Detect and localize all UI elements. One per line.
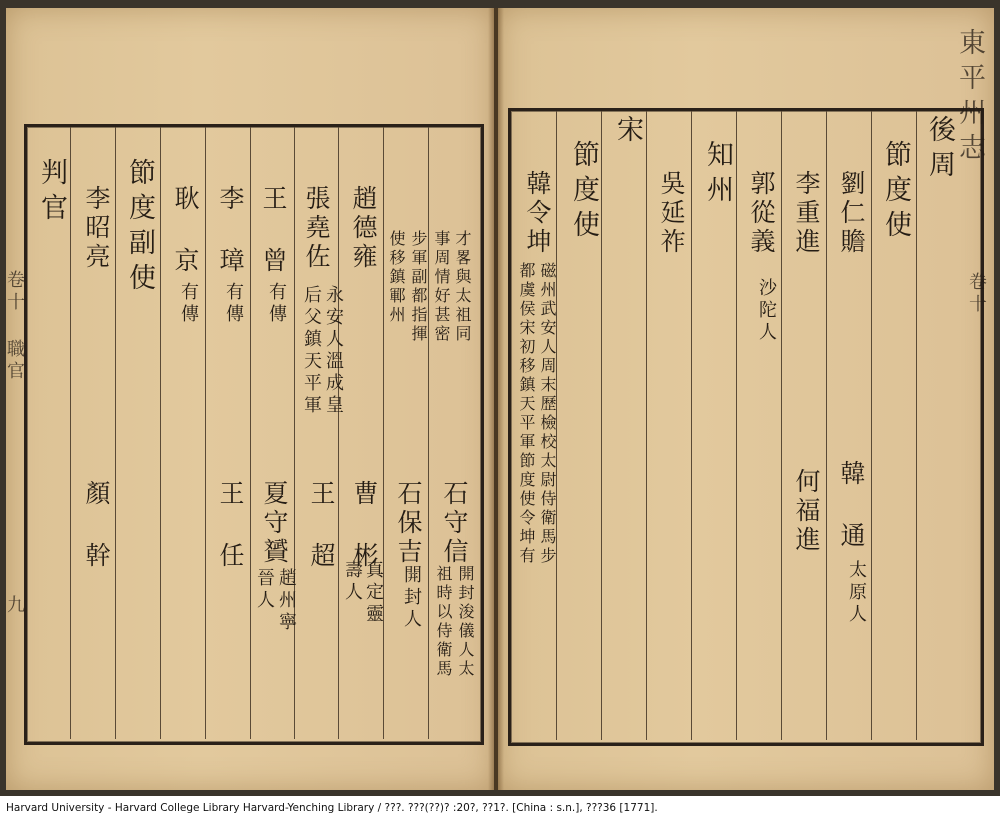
office-title: 節度使 bbox=[880, 140, 911, 245]
book-title: 東平州志 bbox=[954, 28, 985, 168]
column-rule bbox=[826, 111, 827, 740]
book-gutter bbox=[488, 8, 504, 790]
column-rule bbox=[205, 127, 206, 739]
column-rule bbox=[338, 127, 339, 739]
page-number: 九 bbox=[4, 595, 25, 617]
official-name: 吳延祚 bbox=[657, 170, 686, 257]
official-name: 李重進 bbox=[792, 170, 821, 257]
official-note: 壽人 bbox=[342, 560, 363, 604]
official-note: 有傳 bbox=[266, 282, 287, 326]
official-note: 趙州寧 bbox=[276, 568, 297, 634]
official-note: 后父鎮天平軍 bbox=[301, 285, 322, 417]
official-name: 李昭亮 bbox=[82, 185, 111, 272]
office-title: 判官 bbox=[36, 158, 67, 228]
official-name: 韓令坤 bbox=[523, 170, 552, 257]
column-rule bbox=[691, 111, 692, 740]
official-note: 祖時以侍衛馬 bbox=[434, 565, 453, 679]
official-note: 沙陀人 bbox=[756, 278, 777, 344]
official-note: 永安人溫成皇 bbox=[323, 285, 344, 417]
official-name: 王 曾 bbox=[259, 185, 288, 276]
image-caption: Harvard University - Harvard College Library Harvard-Yenching Library / ???. ???(??)? :20?, ??1?. [China : s.n.], ???36 [1771]. bbox=[0, 796, 1000, 821]
page-margin-label: 卷十 職官 bbox=[4, 270, 25, 383]
official-name: 石守信 bbox=[440, 480, 469, 567]
official-name: 韓 通 bbox=[837, 460, 866, 551]
official-note: 開封浚儀人太 bbox=[456, 565, 475, 679]
column-rule bbox=[781, 111, 782, 740]
official-note: 有傳 bbox=[178, 282, 199, 326]
annotation-line: 事周情好甚密 bbox=[432, 230, 451, 344]
column-rule bbox=[428, 127, 429, 739]
dynasty-heading: 後周 bbox=[924, 115, 955, 185]
official-note: 有傳 bbox=[223, 282, 244, 326]
official-name: 顏 幹 bbox=[82, 480, 111, 571]
official-name: 劉仁贍 bbox=[837, 170, 866, 257]
annotation-line: 步軍副都指揮 bbox=[409, 230, 428, 344]
office-title: 節度使 bbox=[568, 140, 599, 245]
official-name: 張堯佐 bbox=[302, 185, 331, 272]
official-name: 王 超 bbox=[307, 480, 336, 571]
official-name: 何福進 bbox=[792, 468, 821, 555]
annotation-line: 使移鎮鄆州 bbox=[387, 230, 406, 325]
column-rule bbox=[871, 111, 872, 740]
official-name: 李 璋 bbox=[216, 185, 245, 276]
volume-label: 卷十 bbox=[966, 272, 987, 316]
column-rule bbox=[383, 127, 384, 739]
official-name: 耿 京 bbox=[171, 185, 200, 276]
official-note: 開封人 bbox=[401, 565, 422, 631]
column-rule bbox=[160, 127, 161, 739]
column-rule bbox=[250, 127, 251, 739]
official-note: 晉人 bbox=[254, 568, 275, 612]
official-name: 夏守贇 bbox=[260, 480, 289, 567]
official-note: 磁州武安人周末歷檢校太尉侍衛馬步 bbox=[538, 262, 557, 566]
official-name: 趙德雍 bbox=[349, 185, 378, 272]
office-title: 節度副使 bbox=[124, 158, 155, 298]
official-name: 石保吉 bbox=[394, 480, 423, 567]
column-rule bbox=[294, 127, 295, 739]
column-rule bbox=[115, 127, 116, 739]
column-rule bbox=[916, 111, 917, 740]
annotation-line: 才畧與太祖同 bbox=[453, 230, 472, 344]
official-name: 王 任 bbox=[216, 480, 245, 571]
official-name: 曹 彬 bbox=[350, 480, 379, 571]
official-name: 郭從義 bbox=[747, 170, 776, 257]
dynasty-heading: 宋 bbox=[612, 115, 643, 150]
official-note: 太原人 bbox=[846, 560, 867, 626]
office-title: 知州 bbox=[702, 140, 733, 210]
official-note: 都虞侯宋初移鎮天平軍節度使令坤有 bbox=[517, 262, 536, 566]
official-note: 真定靈 bbox=[363, 560, 384, 626]
column-rule bbox=[646, 111, 647, 740]
